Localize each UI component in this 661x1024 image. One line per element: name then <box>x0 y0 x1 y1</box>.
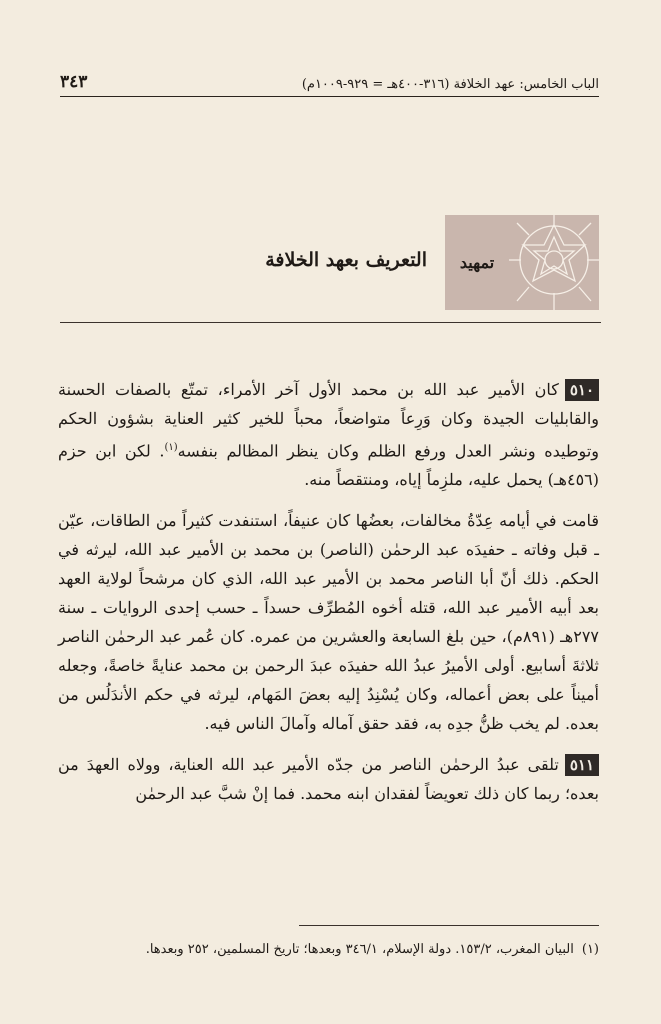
paragraph-number-badge: ٥١١ <box>565 754 599 776</box>
banner-rule <box>60 322 601 323</box>
paragraph-text-tail: . لكن ابن حزم (٤٥٦هـ) يحمل عليه، ملزِماً إياه، ومنتقصاً منه. <box>58 441 599 490</box>
paragraph-number-badge: ٥١٠ <box>565 379 599 401</box>
paragraph-510 <box>58 375 599 494</box>
chapter-banner <box>60 215 599 310</box>
footnote-text: البيان المغرب، ١٥٣/٢. دولة الإسلام، ٣٤٦/١ وبعدها؛ تاريخ المسلمين، ٢٥٢ وبعدها. <box>145 942 574 957</box>
running-title: الباب الخامس: عهد الخلافة (٣١٦-٤٠٠هـ = ٩٢٩-١٠٠٩م) <box>301 77 599 92</box>
footnote-marker: (١) <box>164 442 178 453</box>
chapter-tag: تمهيد <box>459 253 495 272</box>
geometric-star-ornament-icon <box>509 215 599 310</box>
body-text <box>58 375 599 820</box>
page-number: ٣٤٣ <box>60 72 88 92</box>
chapter-title: التعريف بعهد الخلافة <box>265 249 427 271</box>
paragraph-2 <box>58 506 599 738</box>
paragraph-text: تلقى عبدُ الرحمٰن الناصر من جدّه الأمير عبد الله العناية، وولاه العهدَ من بعده؛ ربما كان ذلك تعويضاً لفقدان ابنه محمد. فما إنْ شبَّ عبد الرحمٰن <box>58 755 599 804</box>
footnote-rule <box>299 925 599 926</box>
paragraph-511 <box>58 750 599 808</box>
running-header <box>60 70 599 97</box>
footnote-number: (١) <box>581 942 599 957</box>
paragraph-text: قامت في أيامه عِدّةُ مخالفات، بعضُها كان عنيفاً، استنفدت كثيراً من الطاقات، عيّن ـ قبل وفاته ـ حفيدَه عبد الرحمٰن (الناصر) بن محمد بن الأمير عبد الله، ليرثه في الحكم. ذلك أنّ أبا الناصر محمد بن الأمير عبد الله، الذي كان مرشحاً لولاية العهد بعد أبيه الأمير عبد الله، قتله أخوه المُطرِّف حسداً ـ حسب إحدى الروايات ـ سنة ٢٧٧هـ (٨٩١م)، حين بلغ السابعة والعشرين من عمره. كان عُمر عبد الرحمٰن الناصر ثلاثةَ أسابيع. أولى الأميرُ عبدُ الله حفيدَه عبدَ الرحمن بن محمد عنايةً خاصةً، وجعله أميناً على بعض أعماله، وكان يُسْنِدُ إليه بعضَ المَهام، ليرثه في حكم الأندَلُس من بعده. لم يخب ظنُّ جدِه به، فقد حقق آماله وآمالَ الناس فيه. <box>58 511 600 734</box>
chapter-tag-box <box>445 215 509 310</box>
paragraph-text: كان الأمير عبد الله بن محمد الأول آخر الأمراء، تمتّع بالصفات الحسنة والقابليات الجيدة وكان وَرِعاً متواضعاً، محباً للخير كثير العناية بشؤون الحكم وتوطيده ونشر العدل ورفع الظلم وكان ينظر المظالم بنفسه <box>58 380 600 461</box>
footnote <box>70 940 599 960</box>
